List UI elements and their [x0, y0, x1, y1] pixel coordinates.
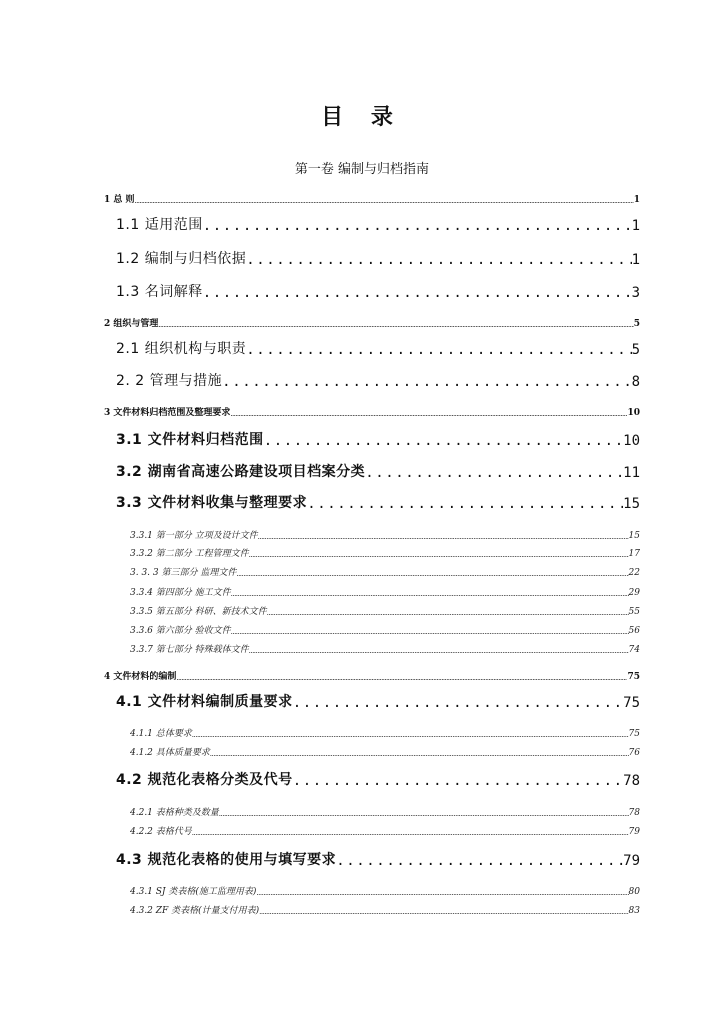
toc-leader — [249, 551, 629, 559]
toc-label: 1.1 适用范围 — [116, 217, 203, 233]
toc-label: 3.3.1 第一部分 立项及设计文件 — [130, 531, 258, 541]
toc-leader — [192, 731, 629, 739]
toc-subsection-3-3-7[interactable] — [130, 642, 640, 655]
toc-section-1-1[interactable] — [116, 212, 640, 234]
toc-label: 4.1 文件材料编制质量要求 — [116, 694, 293, 710]
toc-page: 15 — [628, 531, 640, 541]
toc-label: 2. 2 管理与措施 — [116, 373, 223, 389]
toc-leader — [259, 908, 628, 916]
toc-page: 76 — [628, 748, 640, 758]
toc-page: 83 — [628, 906, 640, 916]
toc-label: 3.3 文件材料收集与整理要求 — [116, 495, 308, 511]
toc-leader — [231, 590, 629, 598]
toc-leader — [264, 433, 623, 449]
toc-page: 5 — [633, 319, 640, 329]
toc-leader — [293, 773, 623, 789]
toc-leader — [135, 197, 634, 205]
toc-label: 1.2 编制与归档依据 — [116, 251, 247, 267]
toc-page: 10 — [623, 433, 640, 449]
toc-section-4-1[interactable] — [116, 689, 640, 711]
toc-label: 4.1.2 具体质量要求 — [130, 748, 210, 758]
toc-section-1-3[interactable] — [116, 279, 640, 301]
toc-subsection-4-3-2[interactable] — [130, 903, 640, 916]
toc-subsection-3-3-2[interactable] — [130, 546, 640, 559]
toc-label: 2 组织与管理 — [104, 319, 159, 329]
toc-subsection-3-3-6[interactable] — [130, 623, 640, 636]
toc-page: 8 — [631, 374, 640, 390]
toc-leader — [336, 853, 623, 869]
toc-leader — [203, 218, 632, 234]
toc-page: 3 — [631, 285, 640, 301]
toc-leader — [230, 410, 627, 418]
toc-page: 74 — [628, 645, 640, 655]
toc-subsection-4-3-1[interactable] — [130, 884, 640, 897]
toc-page: 75 — [628, 729, 640, 739]
toc-leader — [307, 496, 623, 512]
toc-leader — [236, 570, 628, 578]
toc-subsection-3-3-1[interactable] — [130, 528, 640, 541]
toc-label: 4.1.1 总体要求 — [130, 729, 192, 739]
toc-leader — [258, 533, 629, 541]
toc-leader — [365, 465, 623, 481]
volume-subtitle: 第一卷 编制与归档指南 — [294, 162, 430, 177]
toc-chapter-4[interactable] — [104, 668, 640, 682]
toc-leader — [249, 647, 629, 655]
toc-page: 29 — [628, 588, 640, 598]
toc-label: 4.3.1 SJ 类表格(施工监理用表) — [130, 887, 257, 897]
toc-leader — [203, 285, 632, 301]
toc-leader — [246, 252, 631, 268]
toc-label: 3.3.6 第六部分 验收文件 — [130, 626, 231, 636]
toc-leader — [231, 628, 629, 636]
toc-section-3-3[interactable] — [116, 490, 640, 512]
toc-page: 1 — [631, 218, 640, 234]
toc-subsection-3-3-5[interactable] — [130, 604, 640, 617]
toc-label: 1 总 则 — [104, 195, 135, 205]
toc-subsection-4-2-1[interactable] — [130, 805, 640, 818]
toc-label: 4.3 规范化表格的使用与填写要求 — [116, 852, 337, 868]
toc-subsection-4-1-2[interactable] — [130, 745, 640, 758]
toc-subsection-4-1-1[interactable] — [130, 726, 640, 739]
toc-label: 1.3 名词解释 — [116, 284, 203, 300]
toc-page: 11 — [623, 465, 640, 481]
toc-page: 79 — [628, 827, 640, 837]
toc-leader — [267, 609, 629, 617]
toc-page: 78 — [628, 808, 640, 818]
page-title: 目 录 — [321, 105, 403, 130]
toc-page: 17 — [628, 549, 640, 559]
toc-page: 5 — [631, 342, 640, 358]
toc-section-2-1[interactable] — [116, 336, 640, 358]
toc-label: 3.3.7 第七部分 特殊载体文件 — [130, 645, 249, 655]
toc-leader — [222, 374, 631, 390]
toc-label: 3.3.5 第五部分 科研、新技术文件 — [130, 607, 267, 617]
toc-chapter-2[interactable] — [104, 315, 640, 329]
toc-page: 55 — [628, 607, 640, 617]
toc-section-4-2[interactable] — [116, 767, 640, 789]
toc-page: 78 — [623, 773, 640, 789]
toc-label: 2.1 组织机构与职责 — [116, 341, 247, 357]
toc-label: 3 文件材料归档范围及整理要求 — [104, 408, 231, 418]
toc-label: 3.1 文件材料归档范围 — [116, 432, 264, 448]
toc-subsection-3-3-4[interactable] — [130, 585, 640, 598]
toc-leader — [219, 810, 629, 818]
toc-leader — [192, 829, 629, 837]
toc-chapter-3[interactable] — [104, 404, 640, 418]
toc-label: 4.2 规范化表格分类及代号 — [116, 772, 293, 788]
toc-leader — [293, 695, 623, 711]
toc-label: 4.3.2 ZF 类表格(计量支付用表) — [130, 906, 260, 916]
toc-label: 3. 3. 3 第三部分 监理文件 — [130, 568, 237, 578]
toc-section-1-2[interactable] — [116, 246, 640, 268]
toc-section-3-2[interactable] — [116, 459, 640, 481]
toc-leader — [210, 750, 629, 758]
toc-section-3-1[interactable] — [116, 427, 640, 449]
toc-page: 1 — [633, 195, 640, 205]
toc-label: 3.3.2 第二部分 工程管理文件 — [130, 549, 249, 559]
toc-subsection-3-3-3[interactable] — [130, 565, 640, 578]
toc-section-2-2[interactable] — [116, 368, 640, 390]
toc-page: 56 — [628, 626, 640, 636]
toc-chapter-1[interactable] — [104, 191, 640, 205]
toc-leader — [246, 342, 631, 358]
toc-section-4-3[interactable] — [116, 847, 640, 869]
toc-page: 15 — [623, 496, 640, 512]
toc-label: 3.3.4 第四部分 施工文件 — [130, 588, 231, 598]
toc-leader — [256, 889, 628, 897]
toc-page: 10 — [627, 408, 640, 418]
toc-page: 1 — [631, 252, 640, 268]
toc-page: 79 — [623, 853, 640, 869]
toc-label: 4.2.2 表格代号 — [130, 827, 192, 837]
toc-leader — [176, 674, 627, 682]
toc-leader — [158, 321, 633, 329]
toc-label: 4 文件材料的编制 — [104, 672, 177, 682]
toc-page: 80 — [628, 887, 640, 897]
toc-subsection-4-2-2[interactable] — [130, 824, 640, 837]
toc-page: 75 — [623, 695, 640, 711]
toc-page: 22 — [628, 568, 640, 578]
toc-label: 3.2 湖南省高速公路建设项目档案分类 — [116, 464, 366, 480]
toc-page: 75 — [627, 672, 640, 682]
toc-label: 4.2.1 表格种类及数量 — [130, 808, 219, 818]
